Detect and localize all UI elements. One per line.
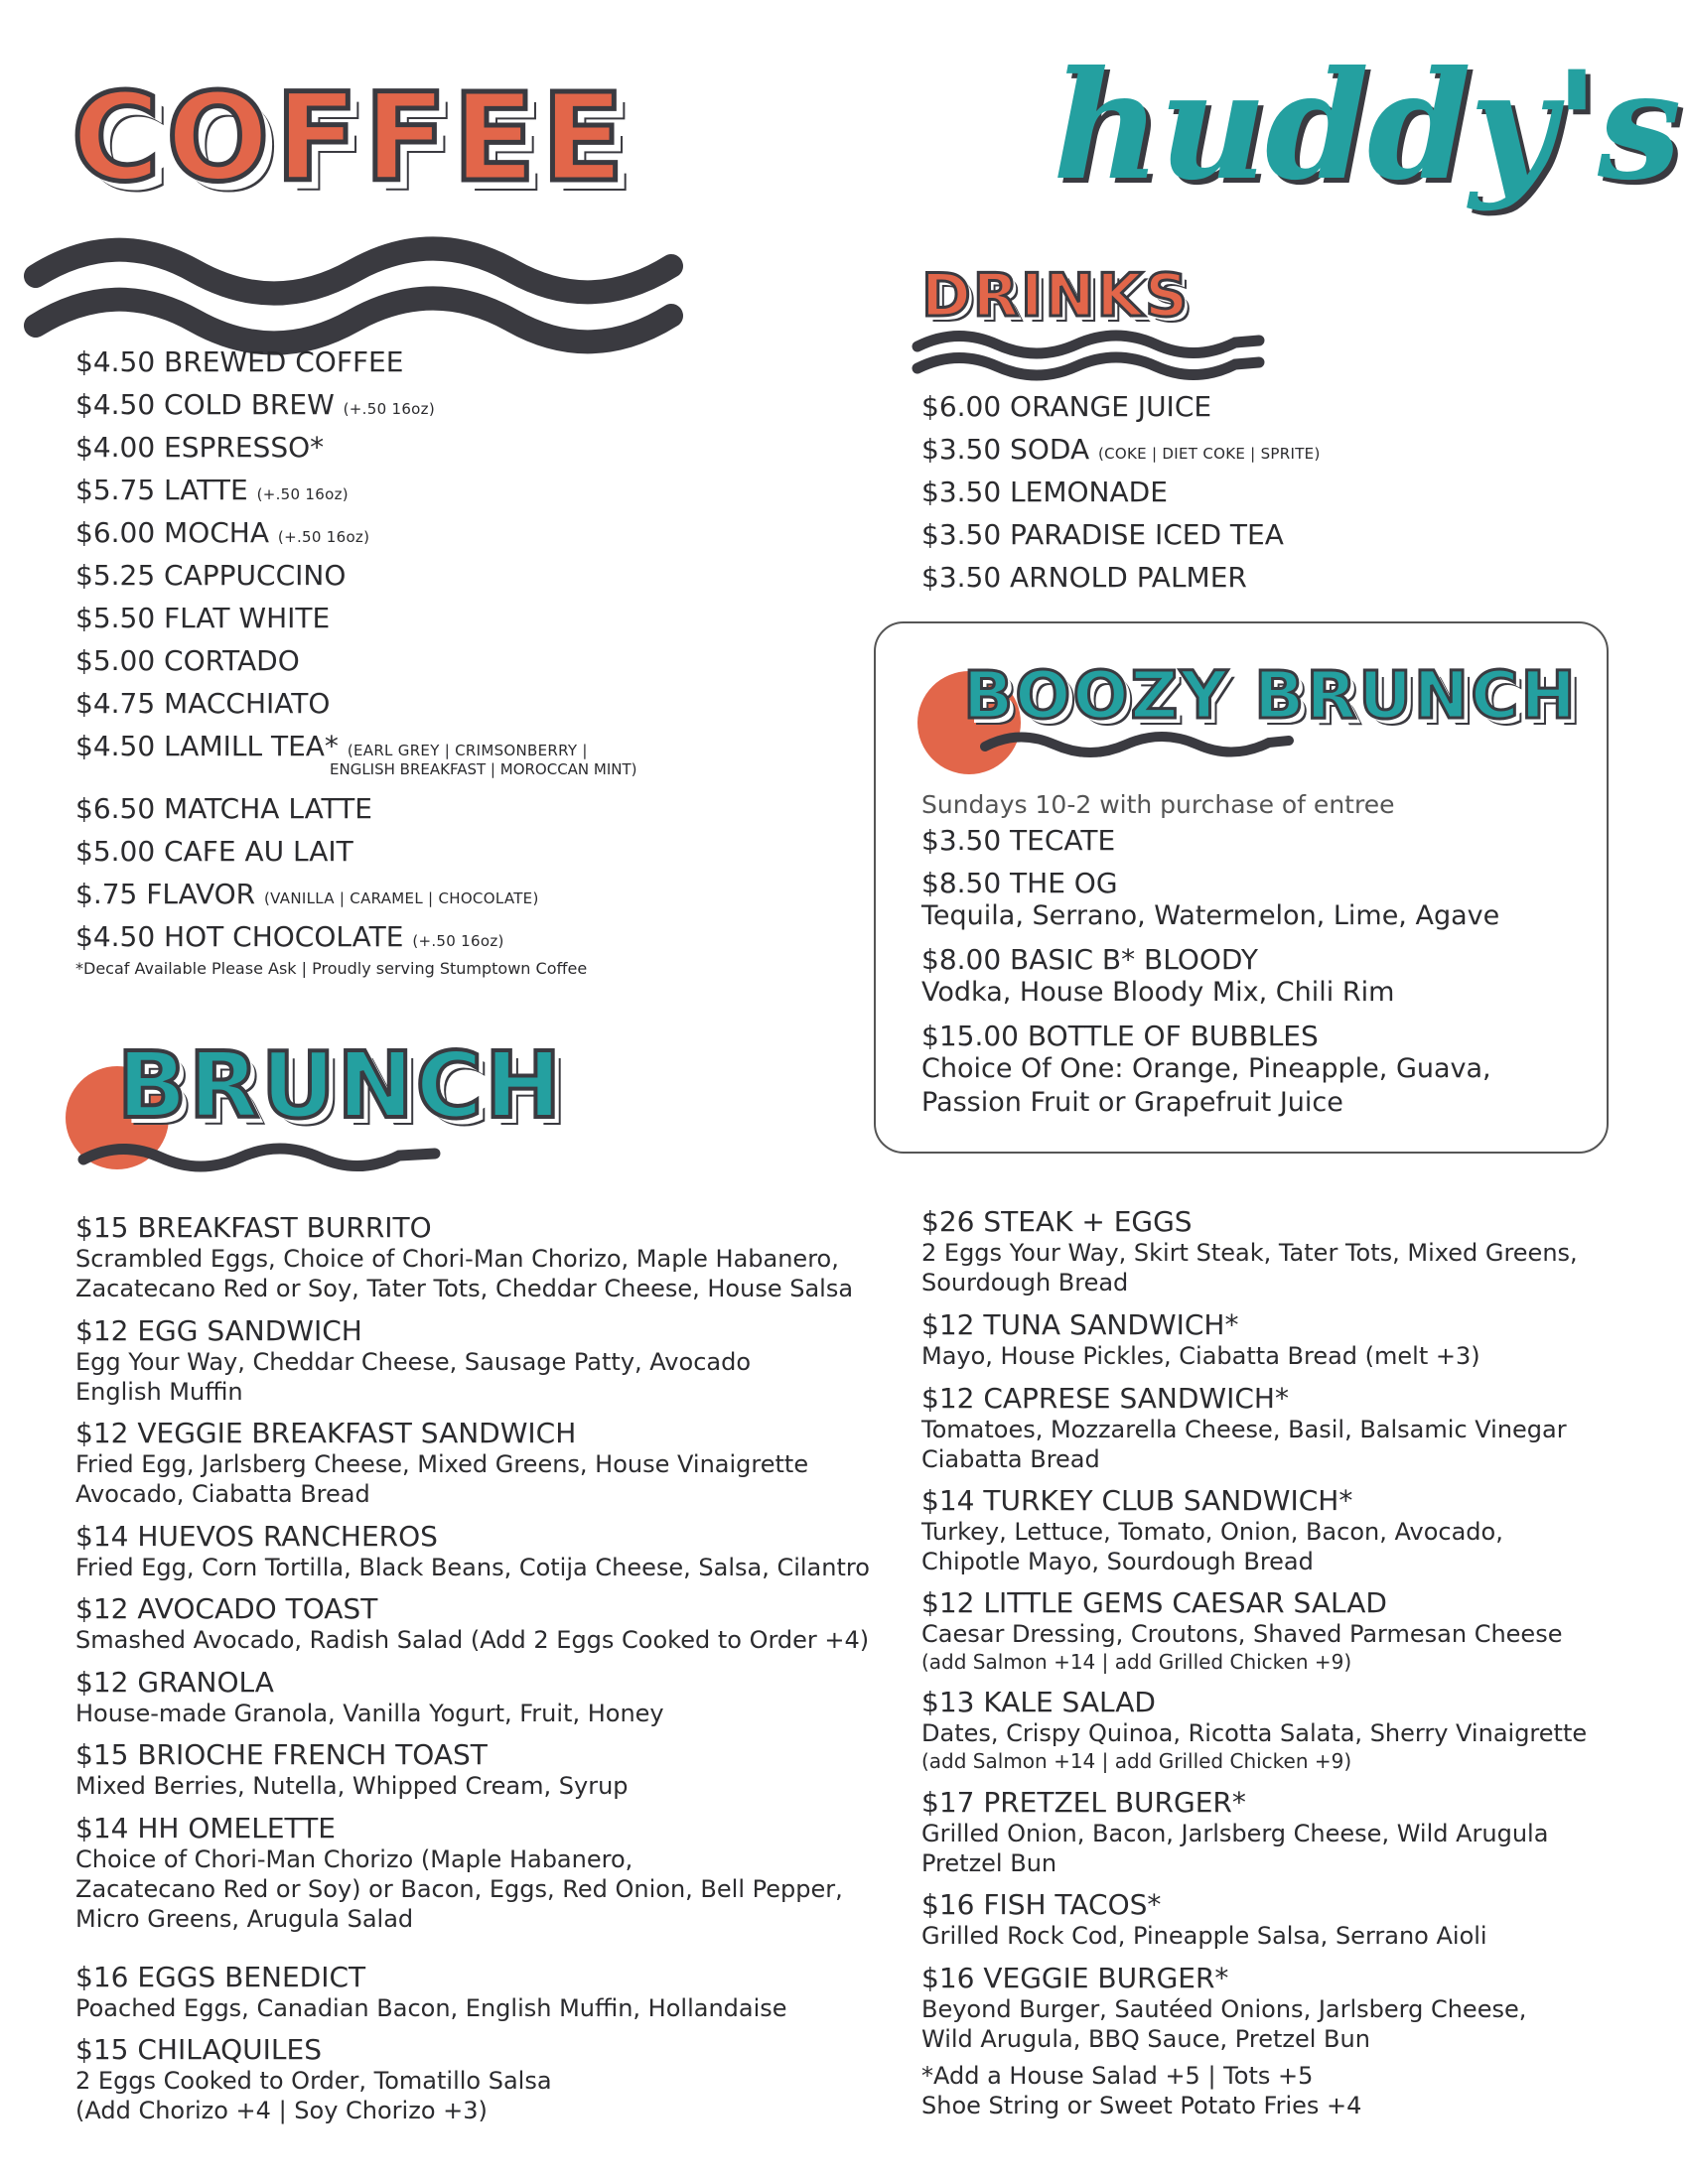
brunch-left-item [75,1520,870,1582]
brunch-left-item-desc: Fried Egg, Jarlsberg Cheese, Mixed Greens, House Vinaigrette [75,1450,809,1478]
addons-line-1: *Add a House Salad +5 | Tots +5 [921,2062,1314,2090]
brunch-right-item [921,1962,1526,2054]
coffee-item-note: (+.50 16oz) [256,485,349,503]
boozy-item-desc: Choice Of One: Orange, Pineapple, Guava, [921,1053,1491,1084]
brunch-left-item-desc: Egg Your Way, Cheddar Cheese, Sausage Patty, Avocado [75,1348,752,1376]
brunch-right-item-name: $12 TUNA SANDWICH* [921,1308,1239,1341]
coffee-item [75,518,369,549]
coffee-item-name: $5.00 CORTADO [75,644,300,677]
coffee-wave-divider [32,226,687,345]
brunch-left-item [75,1961,787,2023]
brunch-left-item [75,1738,629,1801]
addons-note [921,2061,1361,2120]
coffee-item [75,646,300,677]
coffee-item-name: $5.00 CAFE AU LAIT [75,835,353,868]
tea-flavors-note: ENGLISH BREAKFAST | MOROCCAN MINT) [330,760,637,778]
huddys-logo: huddy's [1053,39,1680,213]
brunch-left-item [75,1417,808,1509]
brunch-right-item [921,1888,1487,1951]
brunch-right-item-name: $16 VEGGIE BURGER* [921,1962,1229,1994]
brunch-left-item-desc: House-made Granola, Vanilla Yogurt, Fruit, Honey [75,1700,664,1727]
brunch-left-item [75,1812,843,1934]
brunch-left-item-name: $12 GRANOLA [75,1666,274,1699]
coffee-item [75,794,372,825]
coffee-item-name: $5.75 LATTE [75,474,248,506]
coffee-item-name: $4.75 MACCHIATO [75,687,331,720]
brunch-right-item-desc: Grilled Rock Cod, Pineapple Salsa, Serrano Aioli [921,1922,1487,1950]
drinks-item-name: $3.50 LEMONADE [921,476,1168,508]
brunch-right-item-desc: Ciabatta Bread [921,1445,1100,1473]
drinks-item-name: $3.50 SODA [921,433,1090,466]
brunch-right-item-name: $16 FISH TACOS* [921,1888,1162,1921]
brunch-left-item-desc: 2 Eggs Cooked to Order, Tomatillo Salsa [75,2067,552,2095]
boozy-item [921,867,1499,933]
boozy-item [921,824,1115,857]
drinks-item [921,478,1168,508]
coffee-item-name: $.75 FLAVOR [75,878,256,910]
coffee-item-name: $4.50 LAMILL TEA* [75,730,339,762]
boozy-item-name: $8.00 BASIC B* BLOODY [921,943,1259,976]
brunch-left-item [75,2033,552,2125]
coffee-item [75,390,435,421]
coffee-item [75,476,349,506]
brunch-right-item-desc: Dates, Crispy Quinoa, Ricotta Salata, Sherry Vinaigrette [921,1719,1588,1747]
coffee-item [75,689,330,720]
brunch-heading: BRUNCH [117,1032,564,1139]
brunch-right-item-desc: Grilled Onion, Bacon, Jarlsberg Cheese, Wild Arugula [921,1820,1549,1847]
brunch-left-item-desc: Micro Greens, Arugula Salad [75,1905,414,1933]
brunch-left-item-name: $16 EGGS BENEDICT [75,1961,366,1993]
boozy-brunch-subtitle: Sundays 10-2 with purchase of entree [921,790,1395,819]
brunch-left-item [75,1211,853,1303]
coffee-item-note: (EARL GREY | CRIMSONBERRY | [347,742,588,759]
brunch-wave-divider [77,1140,445,1175]
coffee-item [75,880,539,910]
brunch-left-item-desc: Scrambled Eggs, Choice of Chori-Man Chorizo, Maple Habanero, [75,1245,839,1273]
boozy-item-name: $15.00 BOTTLE OF BUBBLES [921,1020,1319,1052]
coffee-item-name: $4.50 HOT CHOCOLATE [75,920,404,953]
coffee-item-name: $5.50 FLAT WHITE [75,602,331,634]
brunch-left-item-name: $12 AVOCADO TOAST [75,1592,378,1625]
boozy-item [921,1020,1491,1120]
drinks-item [921,435,1321,466]
boozy-item-name: $8.50 THE OG [921,867,1118,899]
brunch-left-item-name: $12 EGG SANDWICH [75,1314,362,1347]
coffee-item-name: $6.50 MATCHA LATTE [75,792,372,825]
coffee-item [75,837,353,868]
brunch-left-item-desc: Smashed Avocado, Radish Salad (Add 2 Eggs Cooked to Order +4) [75,1626,870,1654]
boozy-item-desc: Vodka, House Bloody Mix, Chili Rim [921,977,1395,1008]
drinks-item [921,392,1211,423]
coffee-item-name: $4.50 BREWED COFFEE [75,345,404,378]
brunch-left-item-name: $15 BRIOCHE FRENCH TOAST [75,1738,488,1771]
drinks-item-name: $3.50 ARNOLD PALMER [921,561,1247,594]
drinks-item [921,520,1284,551]
brunch-left-item-name: $14 HUEVOS RANCHEROS [75,1520,438,1553]
brunch-right-item [921,1382,1567,1474]
coffee-item [75,732,588,762]
brunch-right-item-desc: Caesar Dressing, Croutons, Shaved Parmesan Cheese [921,1620,1563,1648]
brunch-right-item-name: $12 LITTLE GEMS CAESAR SALAD [921,1586,1387,1619]
brunch-left-item-name: $12 VEGGIE BREAKFAST SANDWICH [75,1417,577,1449]
brunch-right-item-desc: Mayo, House Pickles, Ciabatta Bread (melt +3) [921,1342,1480,1370]
coffee-item [75,922,504,953]
brunch-left-item-desc: English Muffin [75,1378,243,1406]
coffee-item-name: $4.00 ESPRESSO* [75,431,325,464]
brunch-left-item-desc: Mixed Berries, Nutella, Whipped Cream, Syrup [75,1772,629,1800]
brunch-left-item-desc: (Add Chorizo +4 | Soy Chorizo +3) [75,2097,488,2124]
brunch-right-item [921,1308,1480,1371]
brunch-left-item [75,1314,751,1407]
brunch-left-item-name: $14 HH OMELETTE [75,1812,336,1844]
brunch-right-item-name: $26 STEAK + EGGS [921,1205,1193,1238]
coffee-item-note: (+.50 16oz) [412,932,504,950]
brunch-right-item-name: $17 PRETZEL BURGER* [921,1786,1246,1819]
brunch-left-item-desc: Fried Egg, Corn Tortilla, Black Beans, Cotija Cheese, Salsa, Cilantro [75,1554,870,1581]
brunch-right-item-desc: Beyond Burger, Sautéed Onions, Jarlsberg Cheese, [921,1995,1527,2023]
brunch-right-item [921,1586,1562,1675]
brunch-right-item [921,1686,1587,1774]
brunch-right-item-desc: Chipotle Mayo, Sourdough Bread [921,1548,1314,1575]
drinks-wave-divider [912,331,1269,380]
drinks-heading: DRINKS [921,261,1191,331]
addons-line-2: Shoe String or Sweet Potato Fries +4 [921,2092,1362,2119]
brunch-right-item-name: $12 CAPRESE SANDWICH* [921,1382,1289,1415]
coffee-item-name: $4.50 COLD BREW [75,388,335,421]
brunch-left-item-desc: Avocado, Ciabatta Bread [75,1480,370,1508]
coffee-item [75,604,330,634]
boozy-item-name: $3.50 TECATE [921,824,1116,857]
coffee-item [75,347,403,378]
brunch-right-item-addon: (add Salmon +14 | add Grilled Chicken +9) [921,1650,1352,1674]
brunch-left-item-desc: Choice of Chori-Man Chorizo (Maple Habanero, [75,1845,633,1873]
coffee-item-name: $6.00 MOCHA [75,516,270,549]
brunch-right-item-desc: Pretzel Bun [921,1849,1057,1877]
brunch-left-item [75,1666,664,1728]
brunch-right-item [921,1786,1548,1878]
boozy-item [921,943,1394,1010]
coffee-heading: COFFEE [71,68,631,208]
brunch-left-item-desc: Zacatecano Red or Soy, Tater Tots, Cheddar Cheese, House Salsa [75,1275,854,1302]
boozy-item-desc: Passion Fruit or Grapefruit Juice [921,1087,1343,1118]
drinks-item-note: (COKE | DIET COKE | SPRITE) [1098,445,1321,463]
coffee-item-note: (+.50 16oz) [343,400,435,418]
brunch-right-item-desc: 2 Eggs Your Way, Skirt Steak, Tater Tots, Mixed Greens, [921,1239,1578,1267]
drinks-item-name: $6.00 ORANGE JUICE [921,390,1212,423]
coffee-item [75,561,346,592]
boozy-item-desc: Tequila, Serrano, Watermelon, Lime, Agave [921,900,1500,931]
coffee-footnote: *Decaf Available Please Ask | Proudly serving Stumptown Coffee [75,959,588,978]
brunch-left-item-desc: Zacatecano Red or Soy) or Bacon, Eggs, Red Onion, Bell Pepper, [75,1875,843,1903]
brunch-right-item-desc: Wild Arugula, BBQ Sauce, Pretzel Bun [921,2025,1370,2053]
boozy-wave-divider [979,729,1297,762]
brunch-right-item [921,1205,1578,1297]
brunch-right-item-name: $14 TURKEY CLUB SANDWICH* [921,1484,1353,1517]
brunch-left-item-name: $15 BREAKFAST BURRITO [75,1211,432,1244]
boozy-brunch-heading: BOOZY BRUNCH [963,657,1578,734]
brunch-left-item [75,1592,869,1655]
brunch-left-item-desc: Poached Eggs, Canadian Bacon, English Muffin, Hollandaise [75,1994,787,2022]
coffee-item-name: $5.25 CAPPUCCINO [75,559,347,592]
brunch-right-item-desc: Tomatoes, Mozzarella Cheese, Basil, Balsamic Vinegar [921,1416,1567,1443]
drinks-item-name: $3.50 PARADISE ICED TEA [921,518,1284,551]
brunch-right-item-name: $13 KALE SALAD [921,1686,1156,1718]
brunch-left-item-name: $15 CHILAQUILES [75,2033,322,2066]
brunch-right-item-addon: (add Salmon +14 | add Grilled Chicken +9) [921,1749,1352,1773]
brunch-right-item-desc: Turkey, Lettuce, Tomato, Onion, Bacon, Avocado, [921,1518,1503,1546]
coffee-item-note: (VANILLA | CARAMEL | CHOCOLATE) [264,889,539,907]
brunch-right-item-desc: Sourdough Bread [921,1269,1129,1297]
coffee-item [75,433,324,464]
coffee-item-note: (+.50 16oz) [277,528,370,546]
drinks-item [921,563,1247,594]
brunch-right-item [921,1484,1503,1576]
